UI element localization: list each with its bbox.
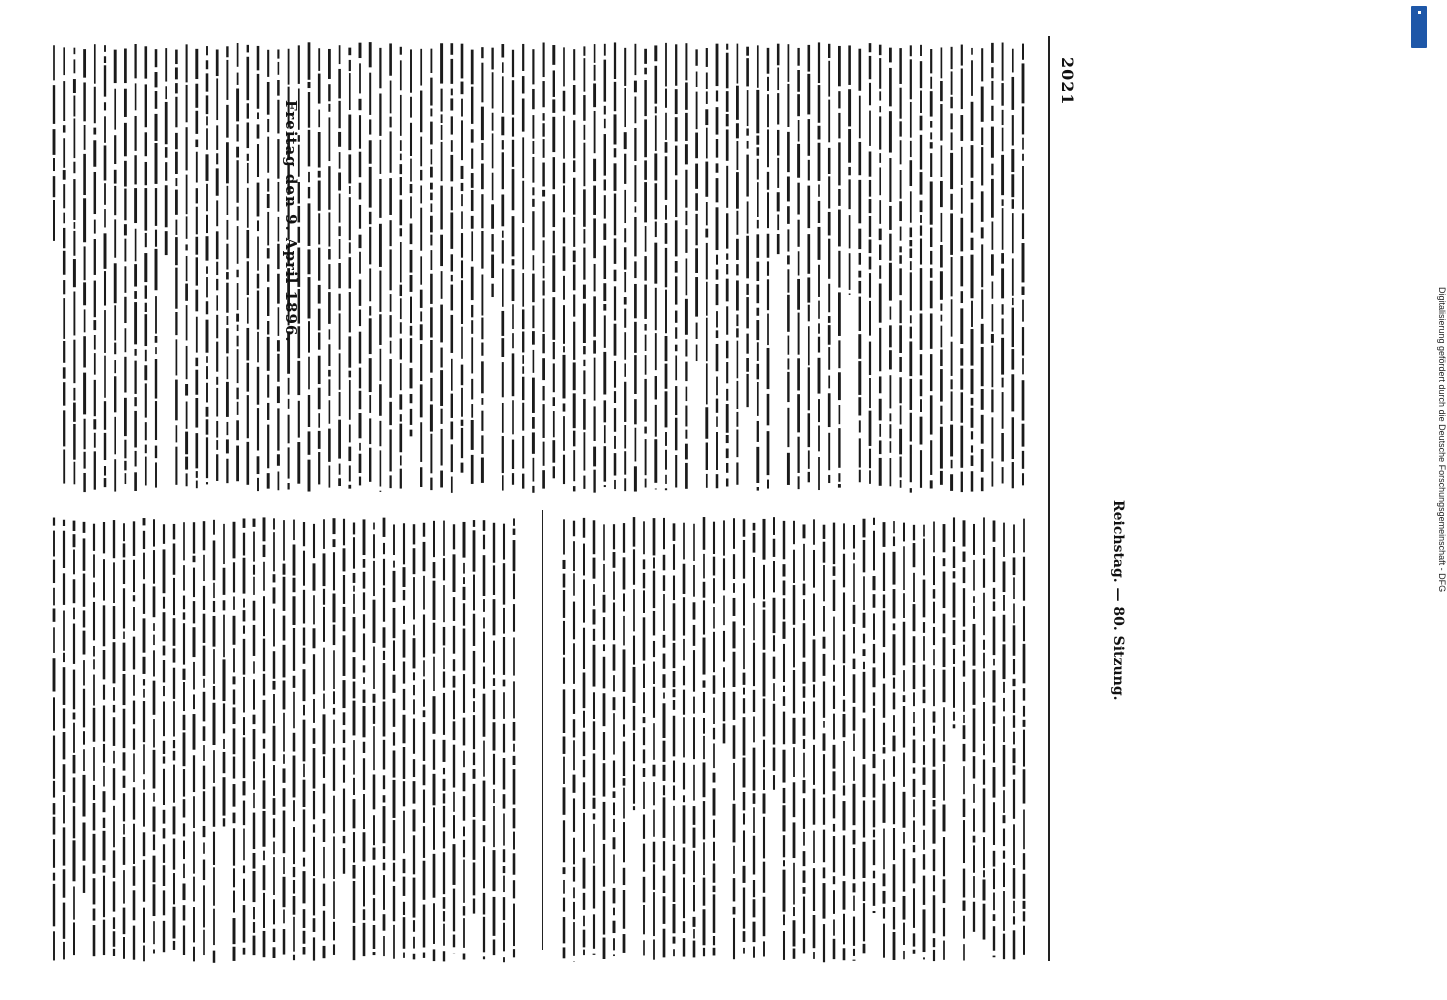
text-column-left (50, 515, 520, 965)
digitization-note: Digitalisierung gefördert durch die Deutsche Forschungsgemeinschaft - DFG (1437, 287, 1447, 593)
logo-mark (1418, 11, 1421, 14)
text-column-top (50, 40, 1030, 495)
header-rule (1048, 36, 1050, 961)
header-date: Freitag den 9. April 1896. (282, 100, 300, 343)
column-divider (542, 510, 543, 950)
text-column-top-lines (50, 40, 1030, 495)
text-column-left-lines (50, 515, 520, 965)
text-column-right-lines (560, 515, 1030, 965)
text-column-right (560, 515, 1030, 965)
session-line: Reichstag. — 80. Sitzung. (1110, 500, 1126, 701)
page-number: 2021 (1058, 57, 1077, 106)
